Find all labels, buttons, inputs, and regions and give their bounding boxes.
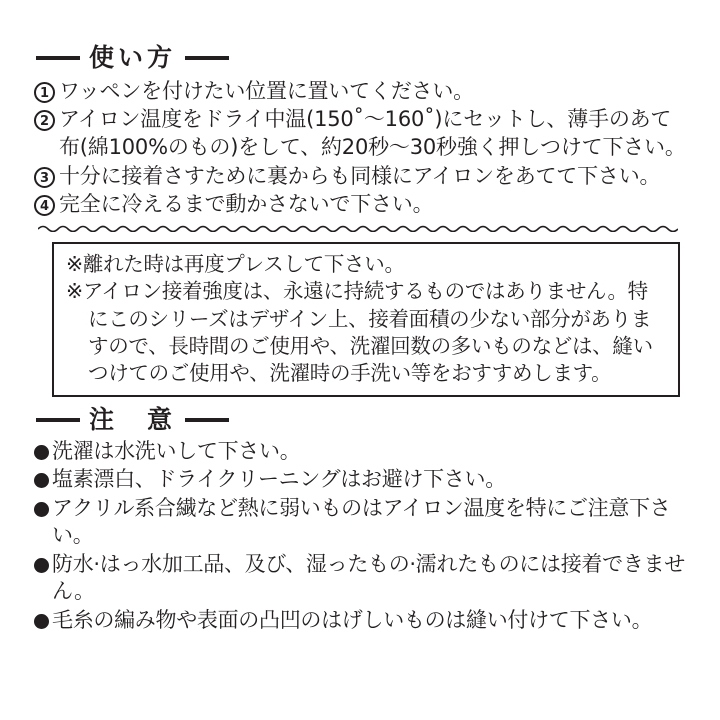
list-item <box>34 466 686 494</box>
list-item <box>34 163 686 191</box>
step-number: 4 <box>34 195 55 216</box>
caution-text: 洗濯は水洗いして下さい。 <box>52 438 301 463</box>
step-text: 十分に接着さすために裏からも同様にアイロンをあてて下さい。 <box>59 163 661 188</box>
step-text: ワッペンを付けたい位置に置いてください。 <box>59 78 474 103</box>
wavy-divider-icon <box>38 223 678 232</box>
usage-step-list <box>34 78 686 220</box>
notice-box <box>52 242 680 397</box>
bullet-icon <box>34 445 49 460</box>
bullet-icon <box>34 558 49 573</box>
notice-line: ※アイロン接着強度は、永遠に持続するものではありません。特にこのシリーズはデザイン上、接着面積の少ない部分がありますので、長時間のご使用や、洗濯回数の多いものなどは、縫いつけてのご使用や、洗濯時の手洗い等をおすすめします。 <box>66 279 653 386</box>
list-item <box>34 78 686 106</box>
list-item <box>34 438 686 466</box>
notice-line: ※離れた時は再度プレスして下さい。 <box>66 252 405 277</box>
usage-heading-label: 使い方 <box>89 43 177 72</box>
caution-text: 防水·はっ水加工品、及び、湿ったもの·濡れたものには接着できません。 <box>52 551 685 604</box>
caution-text: 塩素漂白、ドライクリーニングはお避け下さい。 <box>52 467 506 492</box>
list-item <box>34 191 686 219</box>
caution-text: アクリル系合繊など熱に弱いものはアイロン温度を特にご注意下さい。 <box>52 495 671 548</box>
step-number: 3 <box>34 167 55 188</box>
heading-rule-right <box>185 56 229 60</box>
caution-heading-label: 注 意 <box>89 405 177 435</box>
heading-rule-left <box>36 56 80 60</box>
list-item <box>34 551 686 606</box>
step-text: 完全に冷えるまで動かさないで下さい。 <box>59 192 434 217</box>
bullet-icon <box>34 473 49 488</box>
bullet-icon <box>34 614 49 629</box>
heading-rule-right <box>185 418 229 422</box>
heading-rule-left <box>36 418 80 422</box>
step-number: 2 <box>34 110 55 131</box>
bullet-icon <box>34 502 49 517</box>
step-text: アイロン温度をドライ中温(150˚〜160˚)にセットし、薄手のあて布(綿100%のもの)をして、約20秒〜30秒強く押しつけて下さい。 <box>59 107 686 159</box>
step-number: 1 <box>34 82 55 103</box>
caution-heading <box>36 406 686 434</box>
list-item <box>34 607 686 635</box>
caution-text: 毛糸の編み物や表面の凸凹のはげしいものは縫い付けて下さい。 <box>52 607 653 632</box>
list-item <box>34 106 686 161</box>
caution-list <box>34 438 686 635</box>
usage-heading <box>36 44 686 72</box>
list-item <box>34 495 686 550</box>
